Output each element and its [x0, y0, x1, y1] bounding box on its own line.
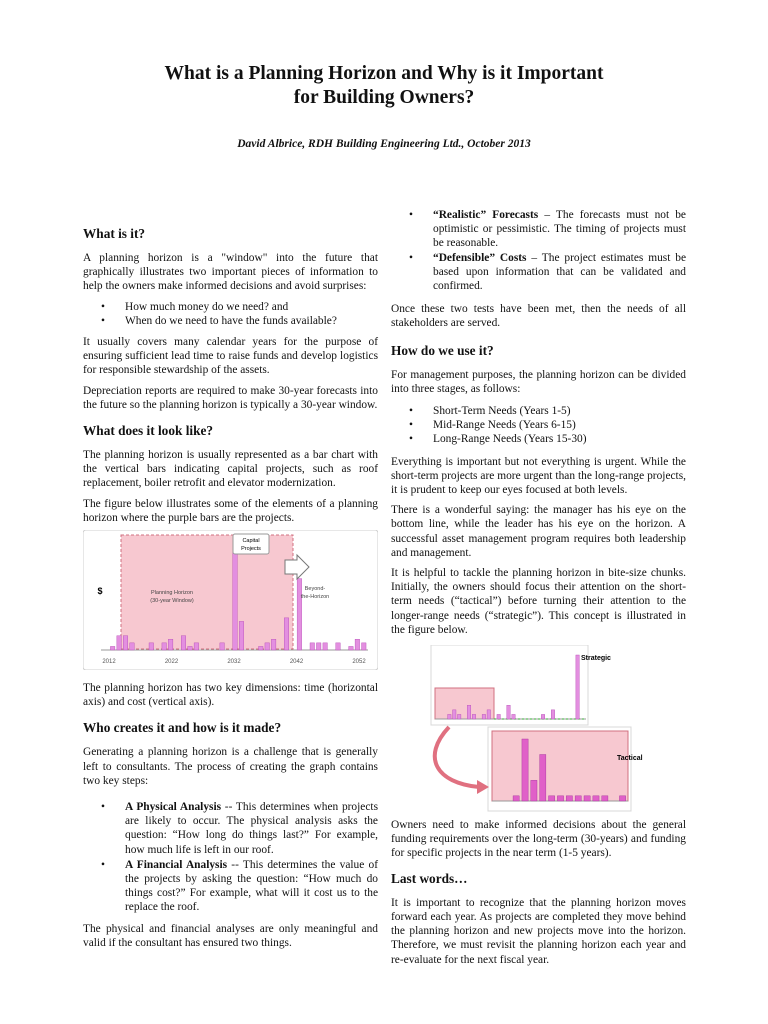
left-column	[83, 226, 378, 956]
bar	[271, 639, 276, 650]
title-line-1: What is a Planning Horizon and Why is it Important	[164, 63, 604, 84]
x-tick-label: 2042	[289, 659, 304, 666]
bar	[482, 715, 485, 720]
bar	[265, 643, 270, 650]
bar	[362, 643, 367, 650]
bar	[349, 646, 354, 650]
document-title	[0, 62, 768, 110]
x-tick-label: 2022	[164, 659, 179, 666]
bar	[310, 643, 315, 650]
para-chunks: It is helpful to tackle the planning horizon in bite-size chunks. Initially, the owners should focus their attention on the short-term needs (“tactical”) before turning their attention to the longer-range needs (“strategic”). This concept is illustrated in the figure below.	[391, 567, 686, 636]
bar	[522, 739, 528, 801]
list-item: • A Physical Analysis -- This determines when projects are likely to occur. The physical analysis asks the question: “How long do things last?” For example, how much life is left in our roof.	[101, 801, 378, 856]
bar	[467, 705, 470, 719]
bar	[584, 796, 590, 801]
para-use: For management purposes, the planning horizon can be divided into three stages, as follows:	[391, 368, 686, 395]
bar	[316, 643, 321, 650]
bar	[194, 643, 199, 650]
list-item: • Mid-Range Needs (Years 6-15)	[409, 419, 576, 432]
bar	[188, 646, 193, 650]
bar	[593, 796, 599, 801]
list-item: • “Defensible” Costs – The project estimates must be based upon information that can be validated and confirmed.	[409, 251, 687, 293]
bar	[239, 621, 244, 650]
para-calendar: It usually covers many calendar years for the purpose of ensuring sufficient lead time to raise funds and develop logistics for responsible stewardship of the assets.	[83, 336, 378, 377]
bar	[117, 636, 122, 650]
bar	[162, 643, 167, 650]
bar	[602, 796, 608, 801]
bar	[297, 579, 302, 650]
bar	[619, 796, 625, 801]
para-depreciation: Depreciation reports are required to make 30-year forecasts into the future so the planning horizon is typically a 30-year window.	[83, 384, 378, 411]
bar	[541, 715, 544, 720]
list-item: • Short-Term Needs (Years 1-5)	[409, 405, 571, 418]
bar	[557, 796, 563, 801]
bar	[168, 639, 173, 650]
heading-what-does-it-look-like: What does it look like?	[83, 423, 214, 439]
bar	[497, 715, 500, 720]
bar	[551, 710, 554, 719]
para-saying: There is a wonderful saying: the manager has his eye on the bottom line, while the leader has his eye on the horizon. A successful asset management program requires both leadership and management.	[391, 504, 686, 559]
bar	[110, 646, 115, 650]
bar	[457, 715, 460, 720]
bar	[566, 796, 572, 801]
para-tests: Once these two tests have been met, then the needs of all stakeholders are served.	[391, 303, 686, 330]
para-owners: Owners need to make informed decisions about the general funding requirements over the long-term (30-years) and funding for specific projects in the near term (1-5 years).	[391, 819, 686, 860]
bar	[448, 715, 451, 720]
bar	[513, 796, 519, 801]
heading-what-is-it: What is it?	[83, 226, 146, 241]
arrow-head-icon	[477, 780, 489, 794]
tests-list	[391, 208, 686, 293]
tactical-label: Tactical	[617, 755, 643, 763]
planning-horizon-label: Planning Horizon (30-year Window)	[150, 590, 194, 605]
para-look: The planning horizon is usually represented as a bar chart with the vertical bars indicating capital projects, such as roof replacement, boiler retrofit and elevator modernization.	[83, 449, 378, 490]
x-tick-label: 2012	[102, 659, 116, 666]
list-item: • Long-Range Needs (Years 15-30)	[409, 433, 587, 446]
strategic-tactical-figure	[391, 645, 686, 813]
steps-list	[83, 800, 378, 915]
beyond-horizon-label: Beyond-the-Horizon	[300, 586, 330, 601]
para-what: A planning horizon is a "window" into the future that graphically illustrates two important pieces of information to help the owners make informed decisions and avoid surprises:	[83, 252, 378, 293]
bar	[284, 618, 289, 650]
bar	[512, 715, 515, 720]
bar	[576, 655, 579, 719]
para-dimensions: The planning horizon has two key dimensions: time (horizontal axis) and cost (vertical axis).	[83, 682, 378, 709]
bar	[453, 710, 456, 719]
bar	[220, 643, 225, 650]
para-last: It is important to recognize that the planning horizon moves forward each year. As projects are completed they move behind the planning horizon and new projects move into the horizon. Therefore, we must revisit the planning horizon each year and re-evaluate for the next fiscal year.	[391, 896, 686, 966]
bar	[233, 550, 238, 650]
list-item: • How much money do we need? and	[101, 300, 289, 313]
bar	[123, 636, 128, 650]
bar	[259, 646, 264, 650]
bar	[149, 643, 154, 650]
list-item: • “Realistic” Forecasts – The forecasts must not be optimistic or pessimistic. The timing of projects must be reasonable.	[409, 209, 686, 250]
bar	[531, 780, 537, 801]
author-line: David Albrice, RDH Building Engineering Ltd., October 2013	[237, 138, 531, 150]
capital-projects-label: Capital Projects	[241, 538, 261, 553]
planning-horizon-figure	[83, 530, 378, 670]
para-who: Generating a planning horizon is a challenge that is generally left to consultants. The process of creating the graph contains two key steps:	[83, 746, 378, 787]
list-item: • A Financial Analysis -- This determines the value of the projects by asking the question: “How much do things cost?” For example, what will it cost us to the replace the roof.	[101, 858, 378, 914]
y-axis-label: $	[97, 586, 103, 597]
heading-last-words: Last words…	[391, 870, 468, 886]
bar	[575, 796, 581, 801]
bar	[130, 643, 135, 650]
bar	[355, 639, 360, 650]
bullet-list-what	[83, 300, 378, 328]
bar	[336, 643, 341, 650]
bar	[540, 755, 546, 802]
title-line-2: for Building Owners?	[293, 87, 475, 108]
heading-who-creates-it: Who creates it and how is it made?	[83, 720, 282, 736]
bar	[181, 636, 186, 650]
x-tick-label: 2052	[352, 659, 366, 666]
curved-arrow-icon	[435, 727, 479, 787]
right-column	[391, 208, 686, 973]
strategic-label: Strategic	[581, 655, 611, 663]
para-urgent: Everything is important but not everything is urgent. While the short-term projects are more urgent than the long-range projects, it is prudent to keep our eyes focused at both levels.	[391, 455, 686, 497]
heading-how-do-we-use-it: How do we use it?	[391, 342, 494, 358]
bar	[549, 796, 555, 801]
bar	[487, 710, 490, 719]
para-figure-intro: The figure below illustrates some of the elements of a planning horizon where the purple bars are the projects.	[83, 497, 378, 524]
stages-list	[391, 404, 686, 447]
para-analyses: The physical and financial analyses are only meaningful and valid if the consultant has ensured two things.	[83, 922, 378, 949]
bar	[472, 715, 475, 720]
bar	[323, 643, 328, 650]
x-tick-label: 2032	[227, 659, 241, 666]
bar	[507, 705, 510, 719]
list-item: • When do we need to have the funds available?	[101, 314, 337, 327]
